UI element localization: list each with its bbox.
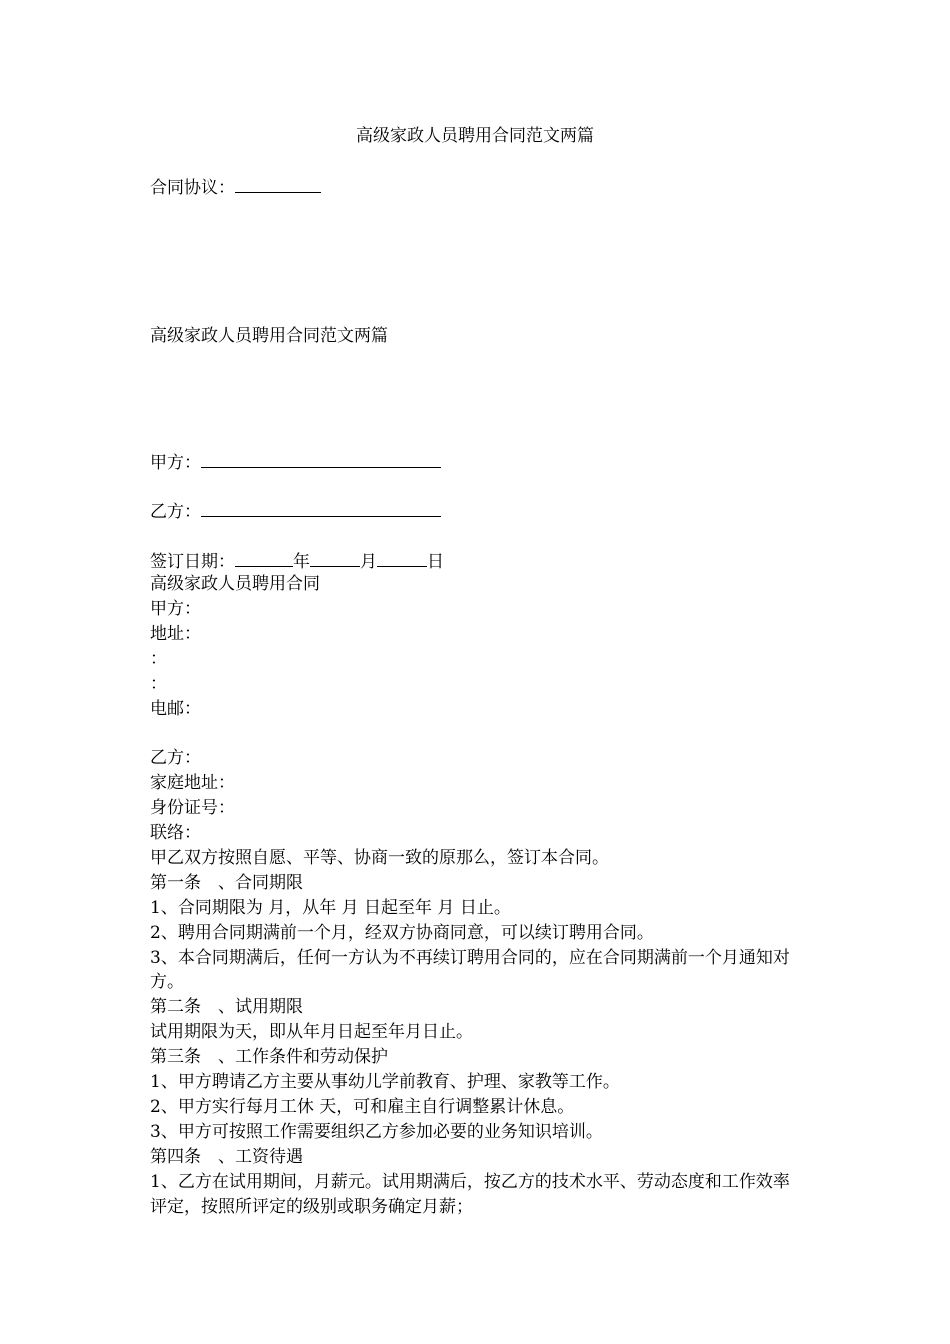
year-label: 年 [293, 552, 310, 572]
year-blank [235, 548, 293, 567]
party-b-line [150, 498, 441, 524]
agreement-line [150, 174, 321, 200]
sign-date-label: 签订日期： [150, 552, 235, 572]
contract-body [150, 572, 800, 1220]
body-line: 1、甲方聘请乙方主要从事幼儿学前教育、护理、家教等工作。 [150, 1072, 620, 1093]
section-heading: 第三条 、工作条件和劳动保护 [150, 1047, 388, 1068]
body-line: 家庭地址： [150, 773, 235, 794]
month-blank [310, 548, 360, 567]
month-label: 月 [360, 552, 377, 572]
body-line: 1、合同期限为 月，从年 月 日起至年 月 日止。 [150, 897, 511, 918]
sign-date-line [150, 548, 444, 574]
body-line: 身份证号： [150, 798, 235, 819]
party-a-line [150, 449, 441, 475]
agreement-blank [235, 174, 321, 193]
document-subtitle: 高级家政人员聘用合同范文两篇 [150, 326, 388, 346]
body-line: 甲乙双方按照自愿、平等、协商一致的原那么，签订本合同。 [150, 847, 609, 868]
party-a-label: 甲方： [150, 453, 201, 473]
party-a-blank [201, 449, 441, 468]
body-line: 甲方： [150, 598, 201, 619]
agreement-label: 合同协议： [150, 178, 235, 198]
body-line: 电邮： [150, 698, 201, 719]
blank-line [150, 721, 800, 746]
section-heading: 第一条 、合同期限 [150, 872, 303, 893]
body-line: 3、本合同期满后，任何一方认为不再续订聘用合同的，应在合同期满前一个月通知对方。 [150, 947, 790, 993]
body-line: 1、乙方在试用期间，月薪元。试用期满后，按乙方的技术水平、劳动态度和工作效率评定，按照所评定的级别或职务确定月薪； [150, 1171, 790, 1217]
body-line: 高级家政人员聘用合同 [150, 574, 320, 594]
body-line: ： [150, 648, 167, 669]
body-line: 联络： [150, 823, 201, 844]
section-heading: 第二条 、试用期限 [150, 997, 303, 1018]
body-line: 乙方： [150, 748, 201, 769]
body-line: 3、甲方可按照工作需要组织乙方参加必要的业务知识培训。 [150, 1121, 603, 1142]
party-b-blank [201, 498, 441, 517]
party-b-label: 乙方： [150, 502, 201, 522]
day-label: 日 [427, 552, 444, 572]
day-blank [377, 548, 427, 567]
body-line: 2、聘用合同期满前一个月，经双方协商同意，可以续订聘用合同。 [150, 922, 654, 943]
document-title: 高级家政人员聘用合同范文两篇 [356, 126, 594, 146]
section-heading: 第四条 、工资待遇 [150, 1146, 303, 1167]
body-line: ： [150, 673, 167, 694]
body-line: 2、甲方实行每月工休 天，可和雇主自行调整累计休息。 [150, 1097, 575, 1118]
body-line: 地址： [150, 623, 201, 644]
body-line: 试用期限为天，即从年月日起至年月日止。 [150, 1022, 473, 1043]
